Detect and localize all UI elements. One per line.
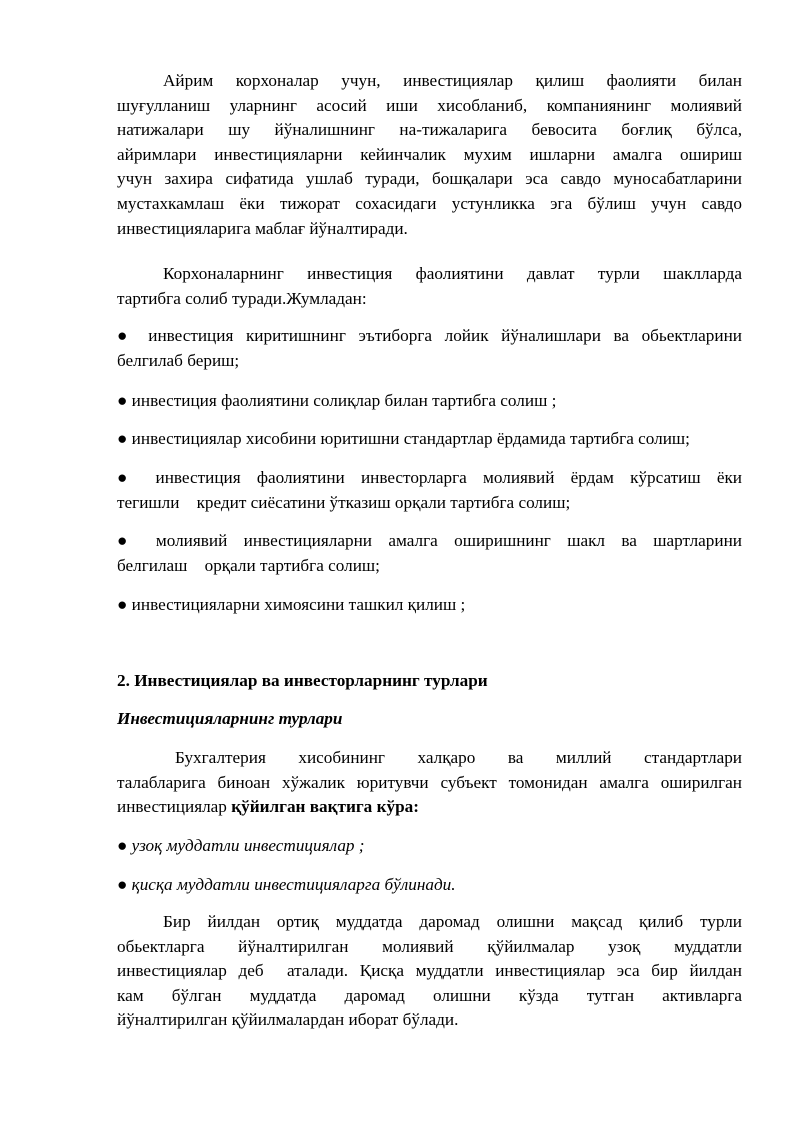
text-line: ● инвестиция фаолиятини солиқлар билан тартибга солиш ; — [117, 391, 557, 410]
section-heading: 2. Инвестициялар ва инвесторларнинг турлари — [117, 671, 488, 690]
text-line: белгилаш орқали тартибга солиш; — [117, 555, 380, 575]
text-line: ● инвестиция киритишнинг эътиборга лойик йўналишлари ва обьектларини — [117, 326, 742, 345]
text-line — [117, 795, 742, 820]
text-line: ● инвестицияларни химоясини ташкил қилиш ; — [117, 595, 466, 614]
text-line: ● инвестициялар хисобини юритишни стандартлар ёрдамида тартибга солиш; — [117, 429, 690, 448]
text-line: тартибга солиб туради.Жумладан: — [117, 288, 367, 308]
text-line: Айрим корхоналар учун, инвестициялар қилиш фаолияти билан — [163, 71, 742, 90]
paragraph-types — [117, 746, 742, 820]
text-plain: инвестициялар — [117, 797, 232, 817]
bullet-item — [117, 427, 742, 452]
text-line: Бир йилдан ортиқ муддатда даромад олишни мақсад қилиб турли — [163, 912, 742, 931]
subsection-heading: Инвестицияларнинг турлари — [117, 709, 343, 728]
text-line: кам бўлган муддатда даромад олишни кўзда тутган активларга — [117, 985, 742, 1005]
text-line: инвестицияларига маблағ йўналтиради. — [117, 218, 408, 238]
paragraph-regulation — [117, 262, 742, 311]
text-line: белгилаб бериш; — [117, 350, 240, 370]
text-line: тегишли кредит сиёсатини ўтказиш орқали тартибга солиш; — [117, 492, 571, 512]
text-line: шуғулланиш уларнинг асосий иши хисобланиб, компаниянинг молиявий — [117, 95, 742, 115]
text-line: инвестициялар деб аталади. Қисқа муддатли инвестициялар эса бир йилдан — [117, 961, 742, 981]
bullet-item — [117, 466, 742, 515]
text-line: Корхоналарнинг инвестиция фаолиятини давлат турли шаклларда — [163, 264, 742, 283]
italic-bullet-short-term: ● қисқа муддатли инвестицияларга бўлинади. — [117, 875, 456, 894]
text-line: ● инвестиция фаолиятини инвесторларга молиявий ёрдам кўрсатиш ёки — [117, 468, 742, 487]
bullet-item — [117, 593, 742, 618]
bullet-item — [117, 529, 742, 578]
text-line: айримлари инвестицияларни кейинчалик мухим ишларни амалга ошириш — [117, 144, 742, 164]
text-line: талабларига биноан хўжалик юритувчи субъект томонидан амалга оширилган — [117, 772, 742, 792]
bullet-item — [117, 324, 742, 373]
text-line: натижалари шу йўналишнинг на-тижаларига бевосита боғлиқ бўлса, — [117, 120, 742, 140]
paragraph-intro — [117, 69, 742, 241]
text-line: Бухгалтерия хисобининг халқаро ва миллий стандартлари — [175, 748, 742, 767]
text-line: учун захира сифатида ушлаб туради, бошқалари эса савдо муносабатларини — [117, 169, 742, 189]
text-line: обьектларга йўналтирилган молиявий қўйилмалар узоқ муддатли — [117, 936, 742, 956]
text-line: йўналтирилган қўйилмалардан иборат бўлади. — [117, 1010, 459, 1030]
italic-bullet-long-term: ● узоқ муддатли инвестициялар ; — [117, 836, 365, 855]
text-line: ● молиявий инвестицияларни амалга оширишнинг шакл ва шартларини — [117, 531, 742, 550]
paragraph-definitions — [117, 910, 742, 1033]
bullet-item — [117, 389, 742, 414]
text-line: мустахкамлаш ёки тижорат сохасидаги устунликка эга бўлиш учун савдо — [117, 193, 742, 213]
text-bold: қўйилган вақтига кўра: — [231, 797, 419, 817]
